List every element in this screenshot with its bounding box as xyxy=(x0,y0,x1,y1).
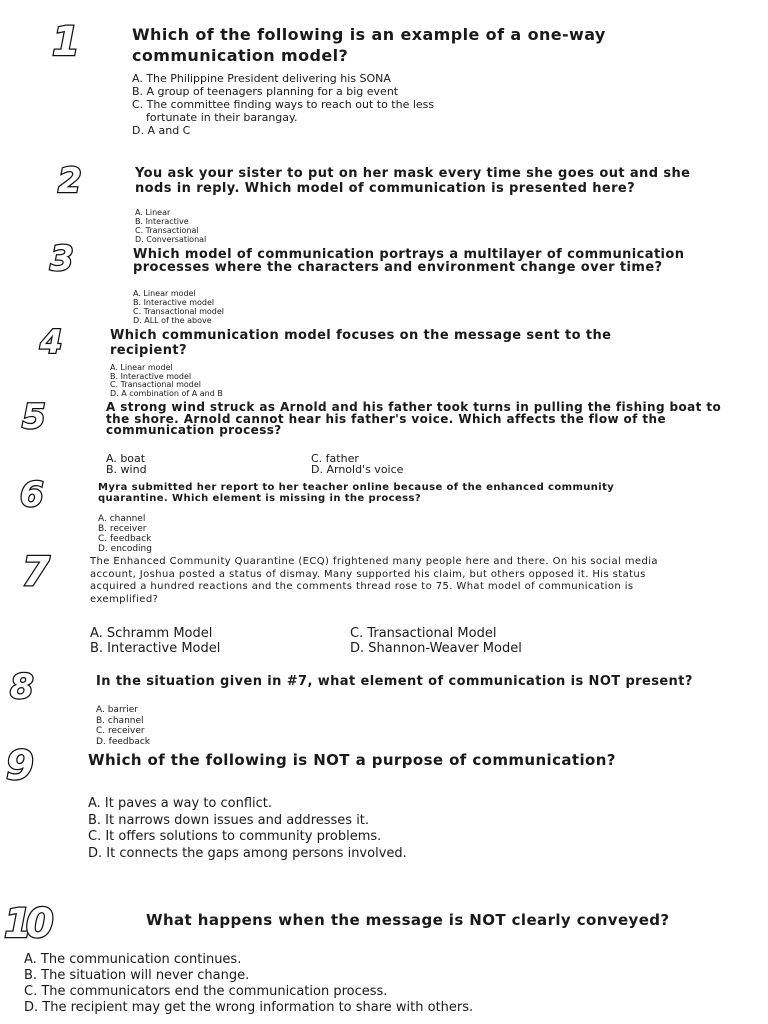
option-d: D. Shannon-Weaver Model xyxy=(350,641,522,656)
question-number: 8 xyxy=(10,667,30,707)
option-b: B. The situation will never change. xyxy=(24,968,250,983)
question-text: A strong wind struck as Arnold and his father took turns in pulling the fishing boat to the shore. Arnold cannot hear his father's voice. Which affects the flow of the communication process? xyxy=(106,400,722,437)
question-number: 1 xyxy=(52,19,76,65)
question-text: Which of the following is an example of a one-way communication model? xyxy=(132,25,606,65)
option-c: C. father xyxy=(311,452,359,465)
option-d: D. A and C xyxy=(132,124,191,137)
option-a: A. channel xyxy=(98,514,146,524)
option-c: C. Transactional Model xyxy=(350,626,497,641)
question-text: You ask your sister to put on her mask every time she goes out and she nods in reply. Which model of communication is presented here? xyxy=(135,166,691,196)
option-c: C. Transactional xyxy=(135,226,199,235)
option-d: D. encoding xyxy=(98,544,152,554)
option-a: A. It paves a way to conflict. xyxy=(88,796,273,811)
option-d: D. Conversational xyxy=(135,235,207,244)
options-list xyxy=(96,705,150,747)
option-a: A. The communication continues. xyxy=(24,952,242,967)
option-d: D. feedback xyxy=(96,736,150,747)
option-c: C. The committee finding ways to reach out to the less xyxy=(132,98,435,111)
option-c: C. feedback xyxy=(98,534,152,544)
option-c: C. receiver xyxy=(96,726,145,736)
question-number: 9 xyxy=(6,743,30,789)
question-number: 2 xyxy=(58,161,78,201)
option-d: D. Arnold's voice xyxy=(311,463,404,476)
option-b: B. A group of teenagers planning for a big event xyxy=(132,85,399,98)
option-c: C. The communicators end the communication process. xyxy=(24,984,388,999)
option-c: C. Transactional model xyxy=(133,307,225,316)
question-number: 4 xyxy=(40,323,59,361)
question-number: 6 xyxy=(20,475,40,515)
option-c: C. It offers solutions to community problems. xyxy=(88,829,382,844)
options-grid xyxy=(90,626,610,656)
option-a: A. barrier xyxy=(96,705,138,715)
question-text: In the situation given in #7, what element of communication is NOT present? xyxy=(96,674,693,689)
option-c-continued: fortunate in their barangay. xyxy=(146,111,298,124)
options-list xyxy=(110,364,223,398)
option-b: B. It narrows down issues and addresses it. xyxy=(88,812,370,828)
option-b: B. channel xyxy=(96,715,144,726)
option-d: D. ALL of the above xyxy=(133,316,212,325)
option-a: A. Linear model xyxy=(133,289,196,298)
options-grid xyxy=(106,453,516,475)
options-list xyxy=(98,514,152,554)
option-b: B. Interactive model xyxy=(110,371,192,381)
question-number: 5 xyxy=(22,397,42,437)
options-list xyxy=(132,72,434,137)
question-text: The Enhanced Community Quarantine (ECQ) frightened many people here and there. On his social media account, Joshua posted a status of dismay. Many supported his claim, but others opposed it. His status acquired a hundred reactions and the comments thread rose to 75. What model of communication is exemplified? xyxy=(90,556,658,605)
option-b: B. Interactive xyxy=(135,217,189,226)
question-number: 10 xyxy=(4,901,48,947)
option-d: D. The recipient may get the wrong information to share with others. xyxy=(24,1000,474,1015)
question-text: Which communication model focuses on the message sent to the recipient? xyxy=(110,328,612,358)
question-text: What happens when the message is NOT clearly conveyed? xyxy=(146,911,670,929)
option-a: A. The Philippine President delivering his SONA xyxy=(132,72,391,85)
options-list xyxy=(135,208,206,244)
question-text: Which model of communication portrays a multilayer of communication processes where the characters and environment change over time? xyxy=(133,247,685,275)
option-b: B. Interactive Model xyxy=(90,641,221,656)
question-number: 3 xyxy=(50,239,70,279)
option-a: A. Schramm Model xyxy=(90,626,213,641)
question-number: 7 xyxy=(22,549,46,595)
options-list xyxy=(88,796,407,862)
option-b: B. wind xyxy=(106,463,147,476)
option-a: A. boat xyxy=(106,452,146,465)
option-d: D. A combination of A and B xyxy=(110,388,223,398)
question-text: Which of the following is NOT a purpose of communication? xyxy=(88,751,616,769)
options-list xyxy=(133,289,224,325)
option-b: B. receiver xyxy=(98,524,147,534)
options-list xyxy=(24,952,744,1016)
option-b: B. Interactive model xyxy=(133,298,215,307)
option-a: A. Linear model xyxy=(110,363,173,372)
option-c: C. Transactional model xyxy=(110,380,202,389)
option-a: A. Linear xyxy=(135,208,171,217)
option-d: D. It connects the gaps among persons involved. xyxy=(88,845,407,861)
question-text: Myra submitted her report to her teacher online because of the enhanced community quarantine. Which element is missing in the process? xyxy=(98,482,615,504)
